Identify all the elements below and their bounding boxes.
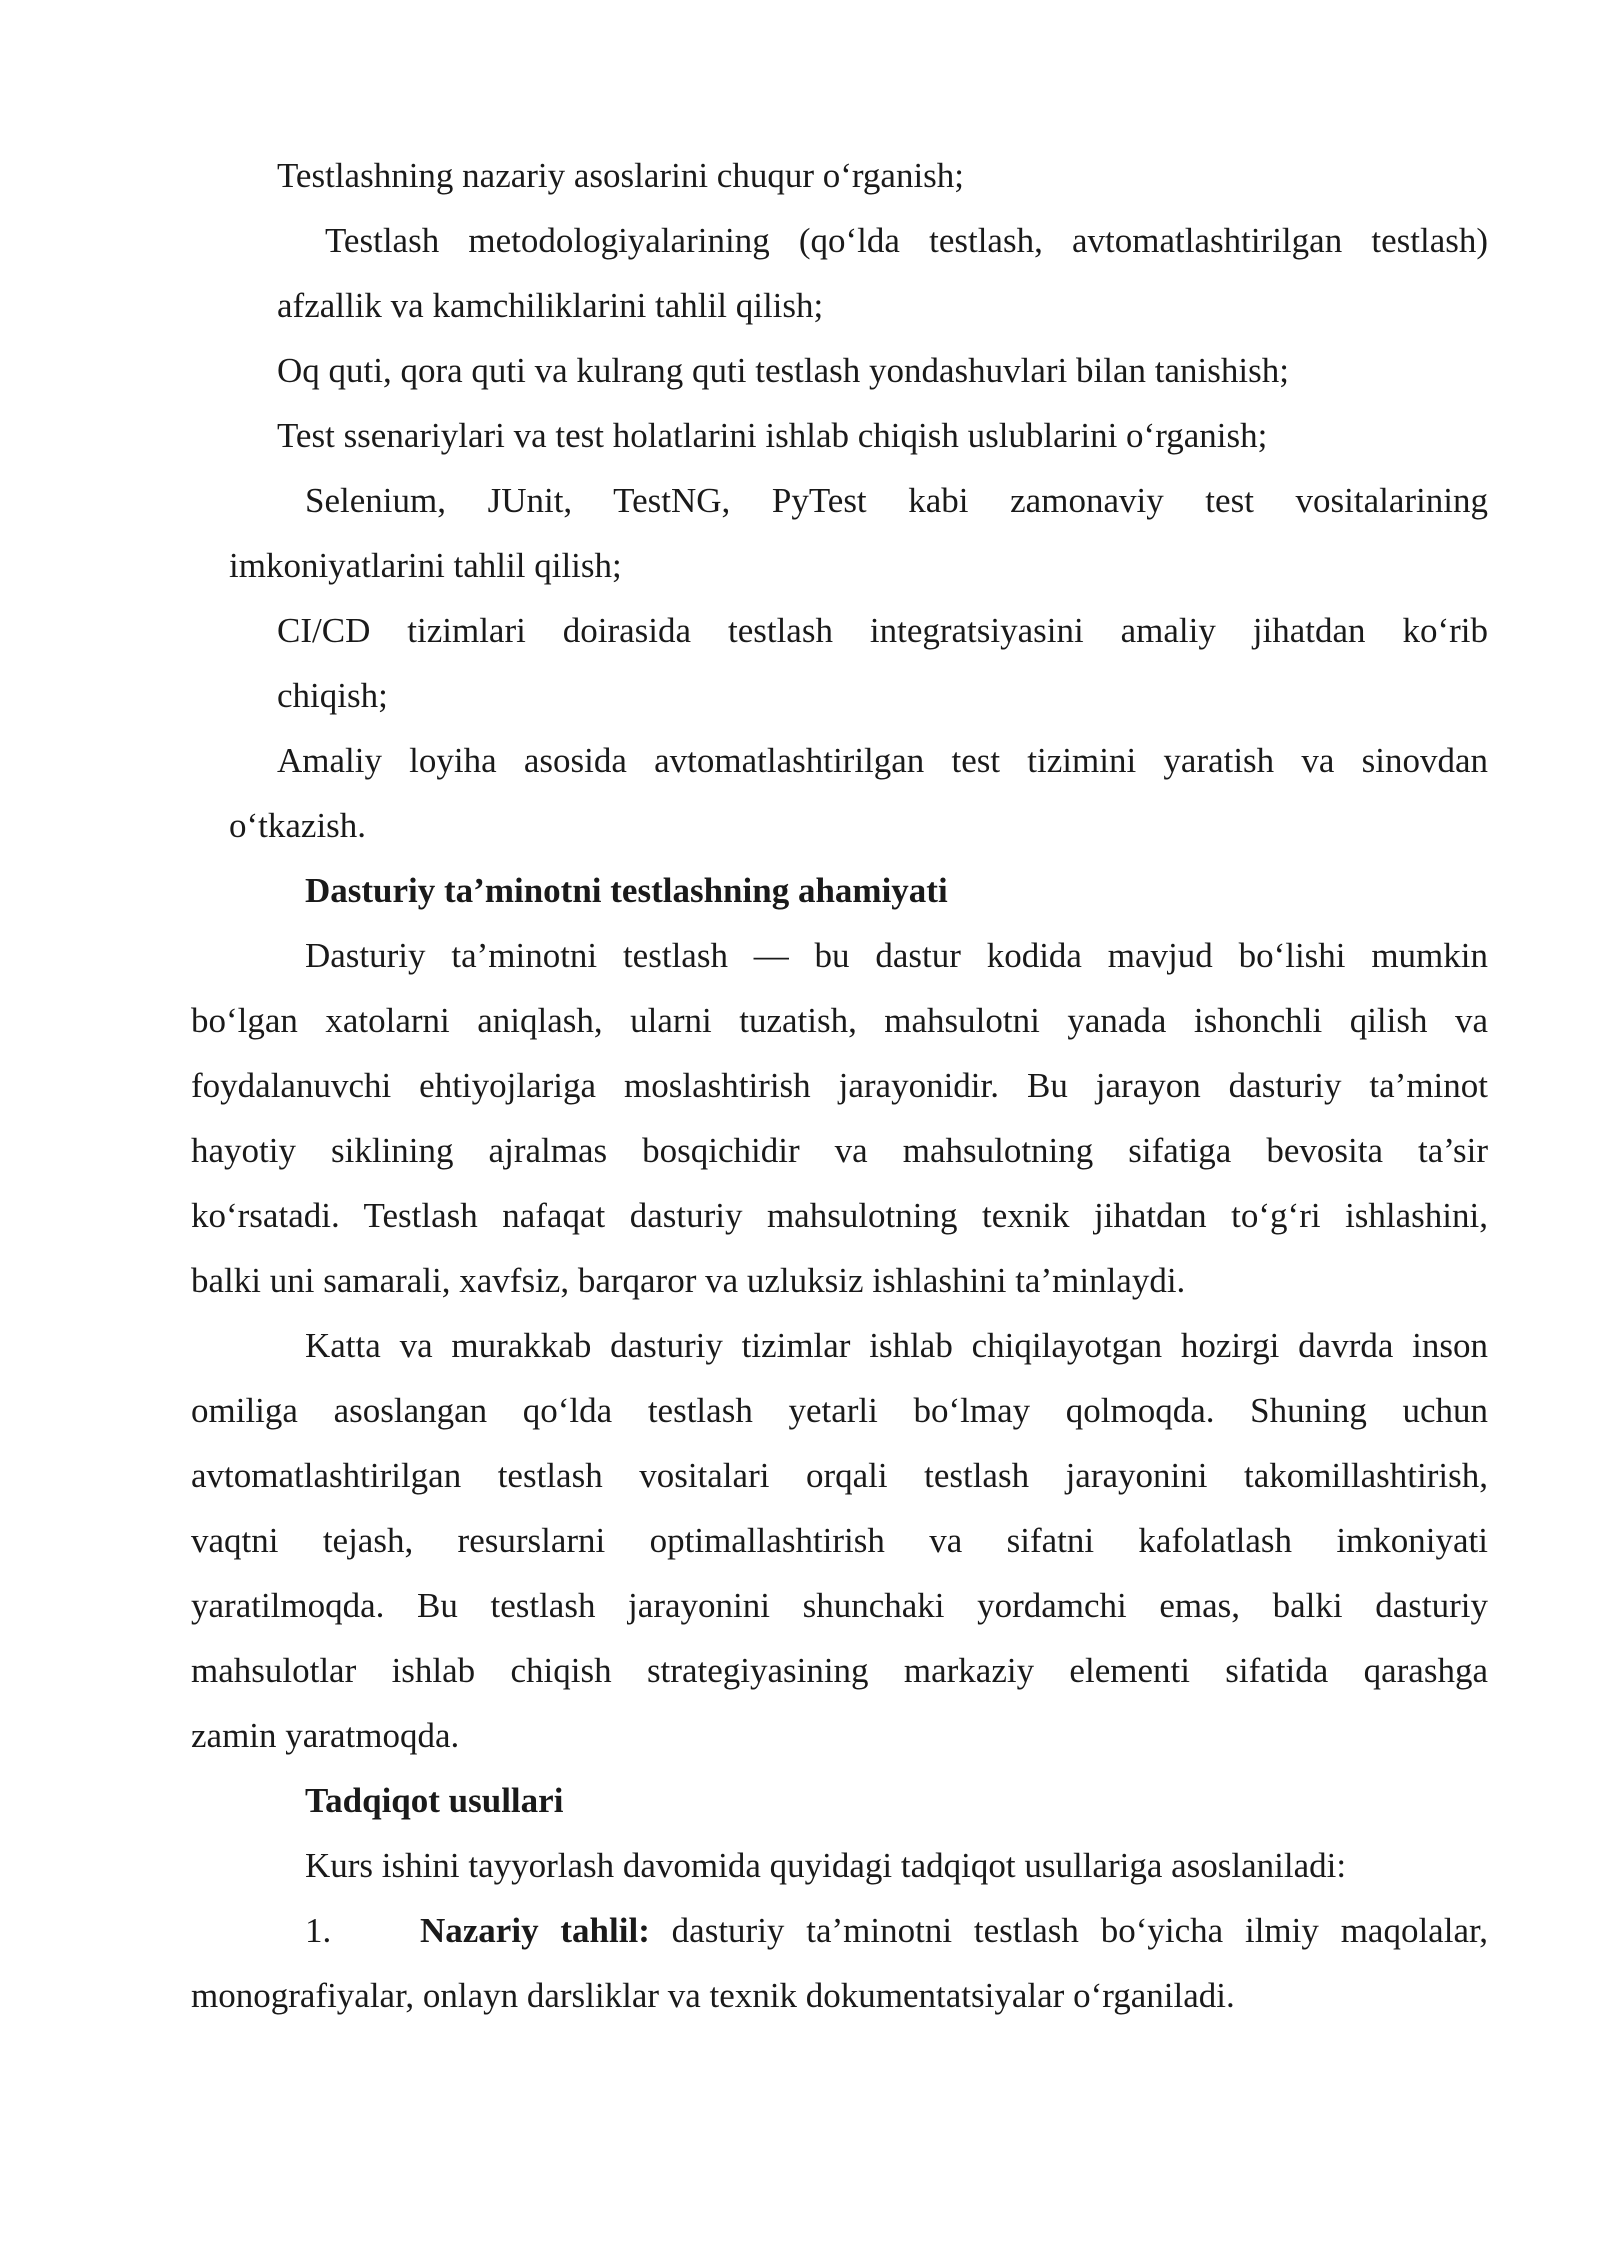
- paragraph-line: monografiyalar, onlayn darsliklar va texnik dokumentatsiyalar o‘rganiladi.: [191, 1976, 1235, 2015]
- objective-item-continuation: afzallik va kamchiliklarini tahlil qilish;: [277, 286, 824, 325]
- paragraph-line: hayotiy siklining ajralmas bosqichidir va mahsulotning sifatiga bevosita ta’sir: [191, 1131, 1488, 1170]
- objective-item: Amaliy loyiha asosida avtomatlashtirilgan test tizimini yaratish va sinovdan: [277, 741, 1488, 780]
- paragraph-line: zamin yaratmoqda.: [191, 1716, 460, 1755]
- objective-item-continuation: chiqish;: [277, 676, 388, 715]
- paragraph-line: vaqtni tejash, resurslarni optimallashtirish va sifatni kafolatlash imkoniyati: [191, 1521, 1488, 1560]
- section-heading: Dasturiy ta’minotni testlashning ahamiyati: [305, 871, 948, 910]
- objective-item-continuation: imkoniyatlarini tahlil qilish;: [229, 546, 622, 585]
- paragraph-line: avtomatlashtirilgan testlash vositalari orqali testlash jarayonini takomillashtirish,: [191, 1456, 1488, 1495]
- paragraph-line: yaratilmoqda. Bu testlash jarayonini shunchaki yordamchi emas, balki dasturiy: [191, 1586, 1488, 1625]
- list-number: 1.: [305, 1911, 332, 1950]
- objective-item: CI/CD tizimlari doirasida testlash integratsiyasini amaliy jihatdan ko‘rib: [277, 611, 1488, 650]
- paragraph-line: balki uni samarali, xavfsiz, barqaror va uzluksiz ishlashini ta’minlaydi.: [191, 1261, 1186, 1300]
- objective-item-continuation: o‘tkazish.: [229, 806, 367, 845]
- paragraph-line: mahsulotlar ishlab chiqish strategiyasining markaziy elementi sifatida qarashga: [191, 1651, 1488, 1690]
- paragraph-line: Katta va murakkab dasturiy tizimlar ishlab chiqilayotgan hozirgi davrda inson: [305, 1326, 1488, 1365]
- paragraph-line: Dasturiy ta’minotni testlash — bu dastur kodida mavjud bo‘lishi mumkin: [305, 936, 1488, 975]
- objective-item: Testlash metodologiyalarining (qo‘lda testlash, avtomatlashtirilgan testlash): [325, 221, 1488, 260]
- paragraph-line: bo‘lgan xatolarni aniqlash, ularni tuzatish, mahsulotni yanada ishonchli qilish va: [191, 1001, 1488, 1040]
- objective-item: Selenium, JUnit, TestNG, PyTest kabi zamonaviy test vositalarining: [305, 481, 1488, 520]
- paragraph-line: omiliga asoslangan qo‘lda testlash yetarli bo‘lmay qolmoqda. Shuning uchun: [191, 1391, 1488, 1430]
- objective-item: Test ssenariylari va test holatlarini ishlab chiqish uslublarini o‘rganish;: [277, 416, 1268, 455]
- section-heading: Tadqiqot usullari: [305, 1781, 564, 1820]
- paragraph-line: Kurs ishini tayyorlash davomida quyidagi tadqiqot usullariga asoslaniladi:: [305, 1846, 1347, 1885]
- method-term: Nazariy tahlil:: [420, 1911, 650, 1950]
- objective-item: Testlashning nazariy asoslarini chuqur o‘rganish;: [277, 156, 965, 195]
- method-list-item: [305, 1906, 1488, 1956]
- objective-item: Oq quti, qora quti va kulrang quti testlash yondashuvlari bilan tanishish;: [277, 351, 1289, 390]
- paragraph-line: foydalanuvchi ehtiyojlariga moslashtirish jarayonidir. Bu jarayon dasturiy ta’minot: [191, 1066, 1488, 1105]
- paragraph-line: ko‘rsatadi. Testlash nafaqat dasturiy mahsulotning texnik jihatdan to‘g‘ri ishlashini,: [191, 1196, 1488, 1235]
- method-description: dasturiy ta’minotni testlash bo‘yicha ilmiy maqolalar,: [649, 1911, 1488, 1950]
